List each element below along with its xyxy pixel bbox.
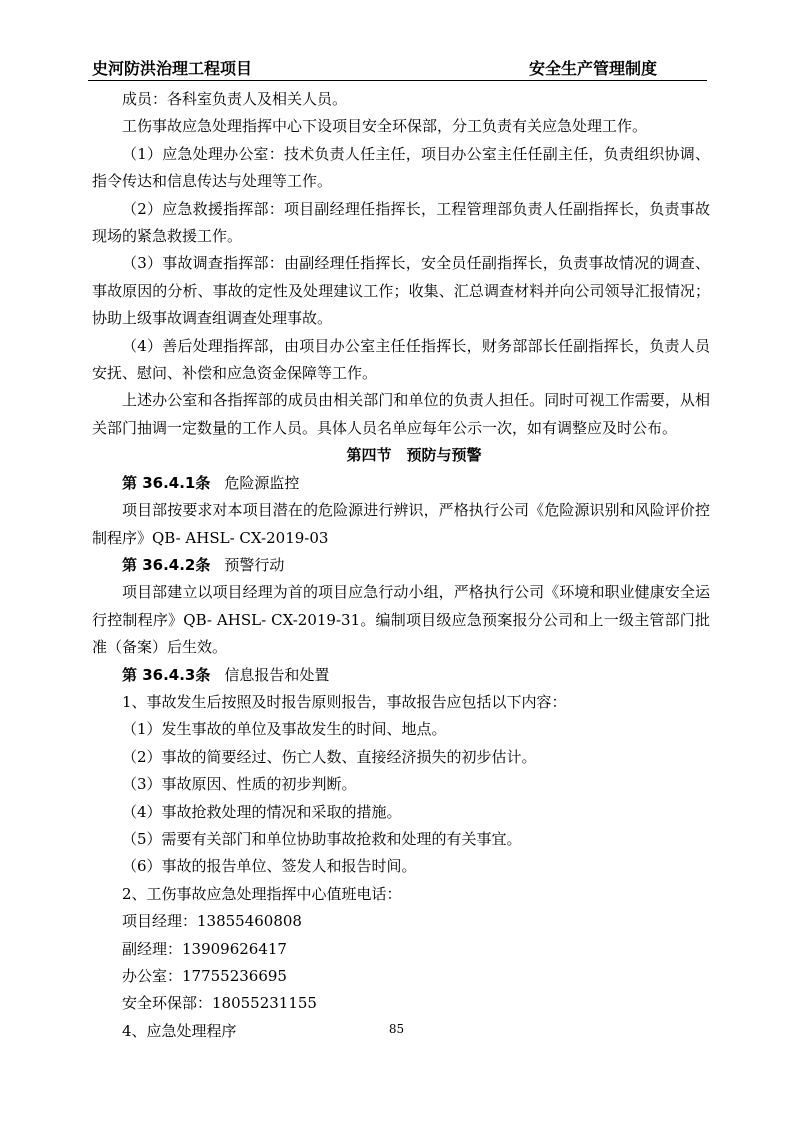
article-text: 项目部建立以项目经理为首的项目应急行动小组，严格执行公司《环境和职业健康安全运行控制程序》QB- AHSL- CX-2019-31。编制项目级应急预案报分公司和上一级主管部门批准（备案）后生效。 bbox=[92, 583, 710, 657]
page-header bbox=[88, 52, 707, 81]
report-item: （2）事故的简要经过、伤亡人数、直接经济损失的初步估计。 bbox=[122, 747, 537, 766]
paragraph-investigation: （3）事故调查指挥部：由副经理任指挥长，安全员任副指挥长，负责事故情况的调查、事故原因的分析、事故的定性及处理建议工作；收集、汇总调查材料并向公司领导汇报情况；协助上级事故调查组调查处理事故。 bbox=[92, 254, 710, 328]
article-heading bbox=[92, 552, 710, 579]
article-heading bbox=[92, 470, 710, 497]
phone-entry: 项目经理：13855460808 bbox=[122, 912, 302, 931]
paragraph-aftermath: （4）善后处理指挥部，由项目办公室主任任指挥长，财务部部长任副指挥长，负责人员安抚、慰问、补偿和应急资金保障等工作。 bbox=[92, 336, 710, 383]
article-title: 预警行动 bbox=[224, 555, 285, 574]
article-title: 危险源监控 bbox=[224, 473, 300, 492]
header-project-title: 史河防洪治理工程项目 bbox=[92, 59, 253, 78]
paragraph-rescue: （2）应急救援指挥部：项目副经理任指挥长，工程管理部负责人任副指挥长，负责事故现场的紧急救援工作。 bbox=[92, 199, 710, 246]
report-item: （5）需要有关部门和单位协助事故抢救和处理的有关事宜。 bbox=[122, 829, 522, 848]
phone-entry: 副经理：13909626417 bbox=[122, 939, 287, 958]
report-item: 1、事故发生后按照及时报告原则报告，事故报告应包括以下内容： bbox=[122, 692, 567, 711]
article-text: 项目部按要求对本项目潜在的危险源进行辨识，严格执行公司《危险源识别和风险评价控制程序》QB- AHSL- CX-2019-03 bbox=[92, 501, 710, 547]
article-number: 第 36.4.3条 bbox=[122, 665, 211, 684]
article-number: 第 36.4.1条 bbox=[122, 473, 211, 492]
paragraph-department: 工伤事故应急处理指挥中心下设项目安全环保部，分工负责有关应急处理工作。 bbox=[122, 117, 648, 136]
article-number: 第 36.4.2条 bbox=[122, 555, 211, 574]
article-title: 信息报告和处置 bbox=[224, 665, 330, 684]
report-item: （3）事故原因、性质的初步判断。 bbox=[122, 775, 357, 794]
document-body bbox=[92, 86, 710, 1045]
article-heading bbox=[92, 662, 710, 689]
paragraph-members: 成员：各科室负责人及相关人员。 bbox=[122, 90, 348, 108]
phone-entry: 办公室：17755236695 bbox=[122, 967, 287, 985]
section-heading: 第四节 预防与预警 bbox=[346, 446, 482, 465]
report-item: （4）事故抢救处理的情况和采取的措施。 bbox=[122, 802, 402, 821]
report-item: 2、工伤事故应急处理指挥中心值班电话： bbox=[122, 884, 402, 903]
header-doc-title: 安全生产管理制度 bbox=[528, 59, 657, 78]
phone-entry: 安全环保部：18055231155 bbox=[122, 994, 317, 1013]
report-item: 4、应急处理程序 bbox=[122, 1021, 237, 1040]
page-number: 85 bbox=[388, 1022, 405, 1036]
paragraph-office: （1）应急处理办公室：技术负责人任主任，项目办公室主任任副主任，负责组织协调、指令传达和信息传达与处理等工作。 bbox=[92, 144, 710, 191]
report-item: （1）发生事故的单位及事故发生的时间、地点。 bbox=[122, 720, 447, 739]
paragraph-staffing: 上述办公室和各指挥部的成员由相关部门和单位的负责人担任。同时可视工作需要，从相关部门抽调一定数量的工作人员。具体人员名单应每年公示一次，如有调整应及时公布。 bbox=[92, 391, 710, 437]
report-item: （6）事故的报告单位、签发人和报告时间。 bbox=[122, 857, 417, 876]
